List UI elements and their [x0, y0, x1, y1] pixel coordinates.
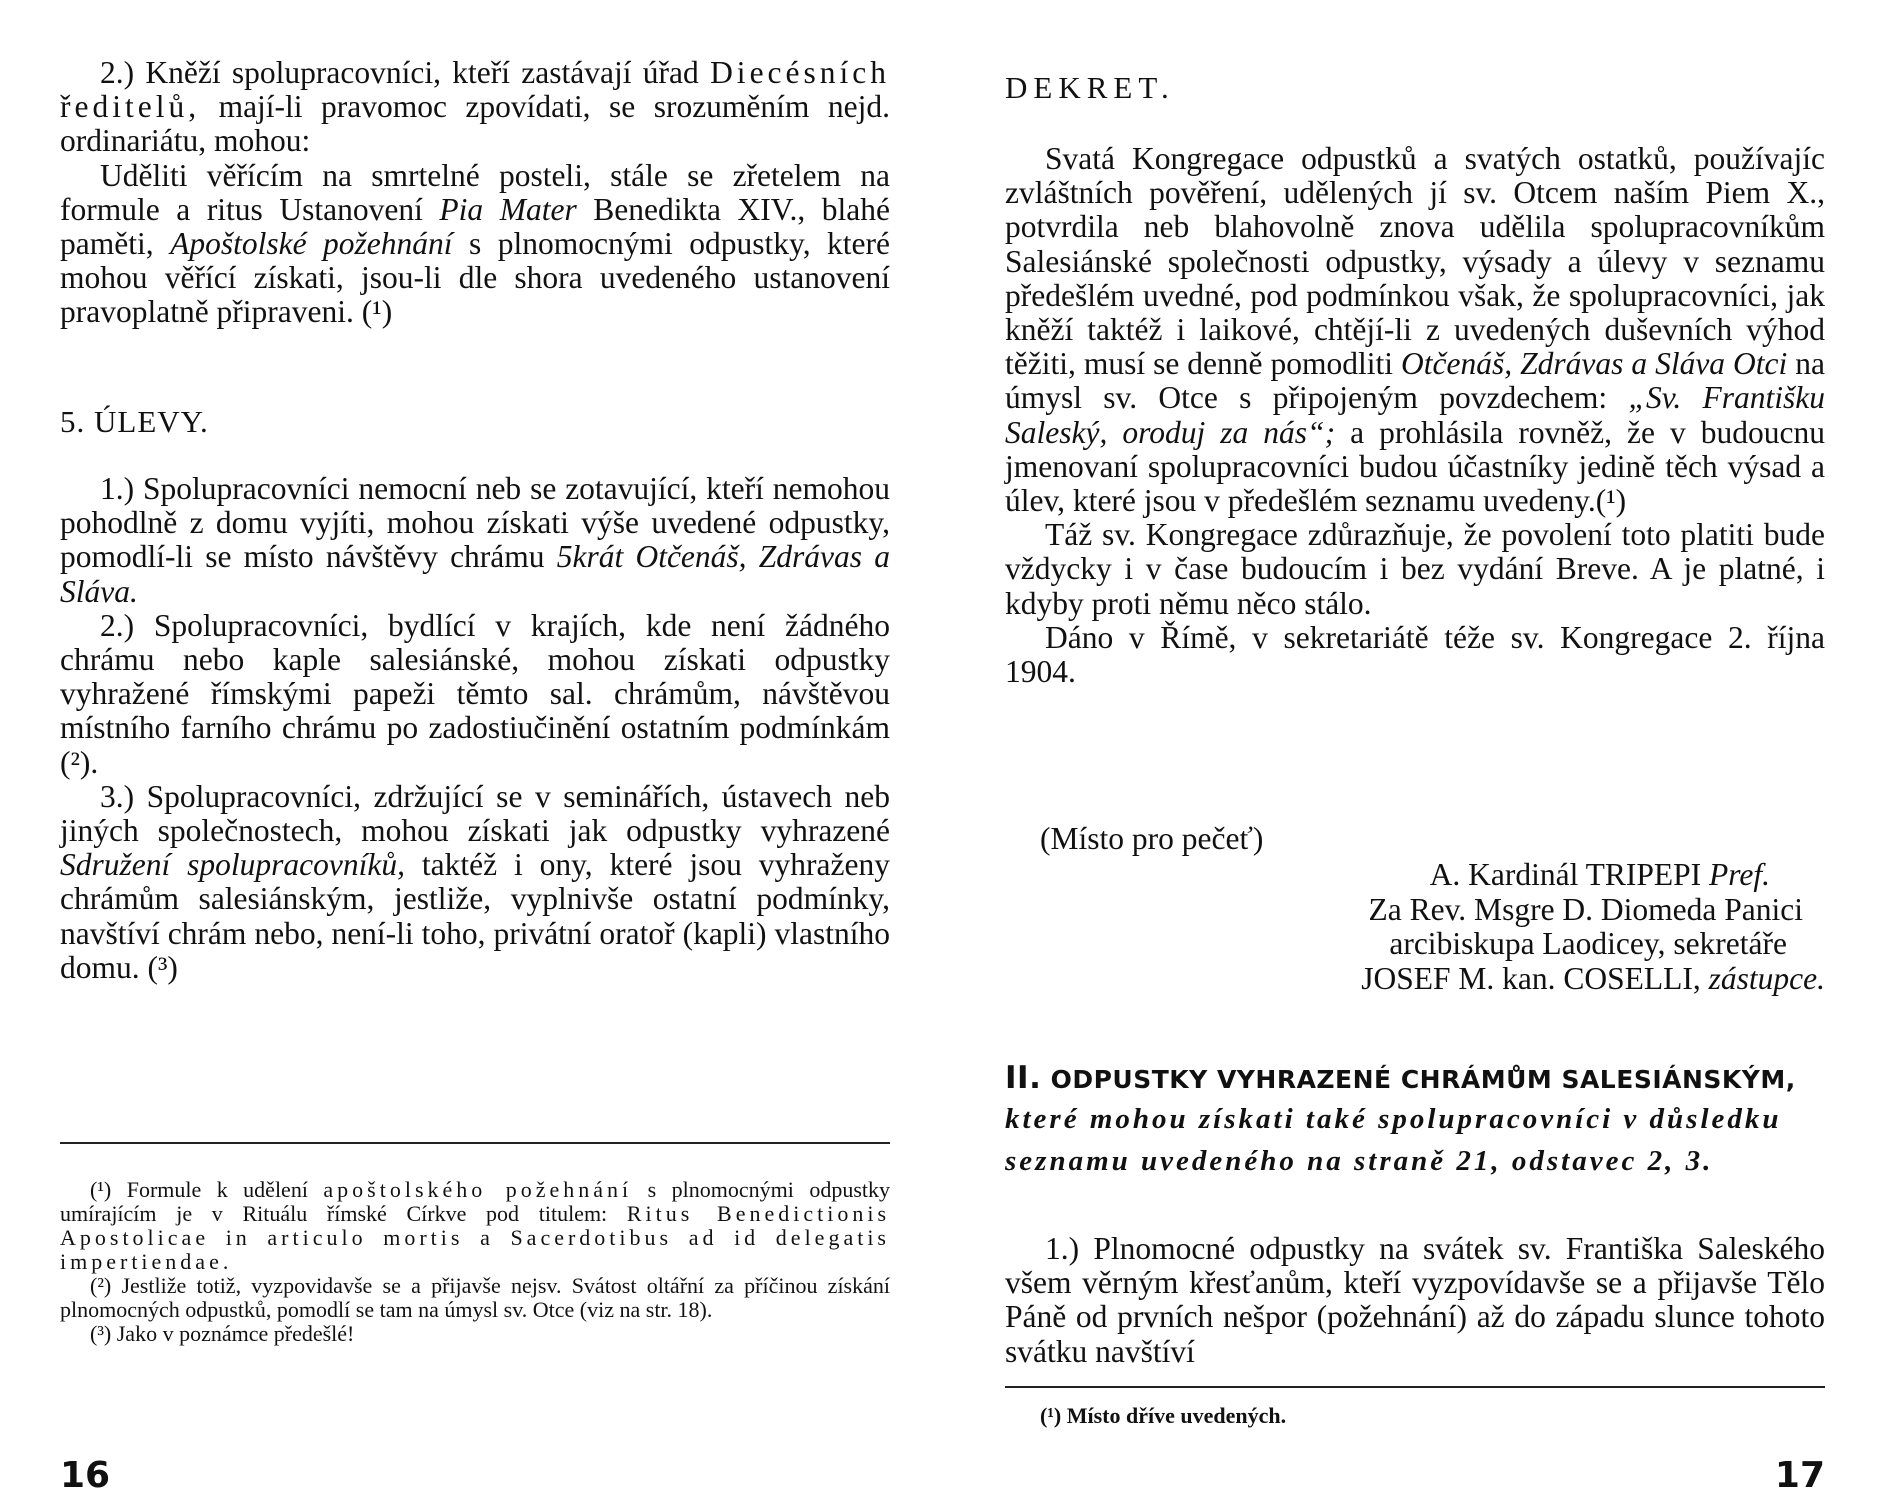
paragraph-ulevy-2: 2.) Spolupracovníci, bydlící v krajích, kde není žádného chrámu nebo kaple salesiánské, mohou získati odpustky vyhražené římskými papeži těmto sal. chrámům, návštěvou místního farního chrámu po zadostiučinění ostatním podmínkám (²). — [60, 607, 890, 780]
decree-paragraph-1 — [1005, 142, 1825, 518]
para-blessing-end: s plnomocnými odpustky, které mohou věřící získati, jsou-li dle shora uvedeného ustanovení pravoplatně připraveni. (¹) — [60, 226, 891, 330]
page-number-left: 16 — [60, 1455, 111, 1496]
paragraph-ulevy-1 — [60, 472, 890, 609]
footnote-2: (²) Jestliže totiž, vyzpovidavše se a přijavše nejsv. Svátost oltářní za příčinou získání plnomocných odpustků, pomodlí se tam na úmysl sv. Otce (viz na str. 18). — [60, 1273, 890, 1322]
ulevy-1-start: 1.) Spolupracovníci nemocní neb se zotavující, kteří nemohou pohodlně z domu vyjíti, mohou získati výše uvedené odpustky, pomodlí-li se místo návštěvy chrámu — [60, 471, 890, 575]
left-page — [60, 0, 890, 1500]
section-ii-paragraph-1: 1.) Plnomocné odpustky na svátek sv. Františka Saleského všem věrným křesťanům, kteří vyzpovídavše se a přijavše Tělo Páně od prvních nešpor (požehnání) až do západu slunce tohoto svátku navštíví — [1005, 1231, 1825, 1369]
paragraph-priests — [60, 56, 890, 159]
ulevy-section — [60, 472, 890, 985]
footnote-divider — [60, 1142, 890, 1144]
decree-p1-mid: na úmysl sv. Otce s připojeným povzdechem: — [1005, 346, 1825, 416]
decree-paragraph-2: Táž sv. Kongregace zdůrazňuje, že povolení toto platiti bude vždycky i v čase budoucím i bez vydání Breve. A je platné, i kdyby proti němu něco stálo. — [1005, 517, 1825, 621]
footnote-right-1: (¹) Místo dříve uvedených. — [1040, 1403, 1287, 1428]
para-priests-rest: mají-li pravomoc zpovídati, se srozuměním nejd. ordinariátu, mohou: — [60, 89, 890, 159]
section-ii-title-text: ODPUSTKY VYHRAZENÉ CHRÁMŮM SALESIÁNSKÝM, — [1050, 1065, 1796, 1094]
decree-heading: DEKRET. — [1005, 70, 1175, 105]
para-blessing-mid: Benedikta XIV., blahé paměti, — [60, 191, 890, 262]
decree-p1-prayers: Otčenáš, Zdrávas a Sláva Otci — [1401, 346, 1788, 382]
seal-place: (Místo pro pečeť) — [1040, 821, 1264, 856]
signature-1-name: A. Kardinál TRIPEPI — [1429, 857, 1702, 892]
footnote-1-mid: s plnomocnými odpustky umírajícím je v Rituálu římské Církve pod titulem: — [60, 1177, 890, 1226]
signature-4 — [1005, 962, 1825, 997]
footnote-1-start: (¹) Formule k udělení — [90, 1177, 308, 1202]
signature-3: arcibiskupa Laodicey, sekretáře — [1389, 926, 1787, 961]
ulevy-3-assoc: Sdružení spolupracovníků, — [60, 847, 405, 883]
section-ii-header — [1005, 1060, 1825, 1182]
signature-4-name: JOSEF M. kan. COSELLI, — [1361, 960, 1701, 996]
signature-4-title: zástupce. — [1708, 960, 1825, 996]
para-blessing-apost: Apoštolské požehnání — [170, 226, 453, 262]
decree-paragraph-3: Dáno v Římě, v sekretariátě téže sv. Kongregace 2. října 1904. — [1005, 619, 1825, 690]
para-priests-text: 2.) Kněží spolupracovníci, kteří zastávají úřad — [100, 55, 699, 90]
para-priests-role: Diecésních ředitelů, — [60, 55, 890, 125]
para-blessing-pia: Pia Mater — [439, 191, 577, 227]
decree-body — [1005, 142, 1825, 689]
ulevy-3-start: 3.) Spolupracovníci, zdržující se v seminářích, ústavech neb jiných společnostech, mohou získati jak odpustky vyhrazené — [60, 778, 890, 849]
decree-p1-end: a prohlásila rovněž, že v budoucnu jmenovaní spolupracovníci budou účastníky jedině těch výsad a úlev, které jsou v předešlém seznamu uvedeny.(¹) — [1005, 414, 1826, 519]
signature-2: Za Rev. Msgre D. Diomeda Panici — [1368, 891, 1803, 927]
section-ii-subtitle: které mohou získati také spolupracovníci v důsledku seznamu uvedeného na straně 21, odstavec 2, 3. — [1005, 1103, 1782, 1177]
section-ii-roman: II. — [1005, 1060, 1042, 1096]
decree-p1-invocation: „Sv. Františku Saleský, oroduj za nás“; — [1005, 380, 1826, 450]
ulevy-3-end: taktéž i ony, které jsou vyhraženy chrámům salesiánským, jestliže, vyplnivše ostatní podmínky, navštíví chrám nebo, není-li toho, privátní oratoř (kapli) vlastního domu. (³) — [60, 847, 890, 985]
footnotes — [60, 1178, 890, 1346]
paragraph-blessing — [60, 159, 890, 330]
section-heading-ulevy: 5. ÚLEVY. — [60, 404, 209, 439]
footnote-1-ritus: Ritus Benedictionis Apostolicae in articulo mortis a Sacerdotibus ad id delegatis impertiendae. — [60, 1201, 890, 1274]
signature-1-title: Pref. — [1709, 857, 1770, 892]
signatures — [1005, 858, 1825, 996]
section-ii-title — [1005, 1060, 1825, 1098]
signature-1 — [1005, 858, 1825, 893]
footnote-3: (³) Jako v poznámce předešlé! — [90, 1321, 355, 1346]
faculties-section — [60, 56, 890, 330]
footnote-divider-right — [1005, 1386, 1825, 1388]
ulevy-1-prayers: 5krát Otčenáš, Zdrávas a Sláva. — [60, 539, 890, 609]
right-page — [1005, 0, 1825, 1500]
paragraph-ulevy-3 — [60, 780, 890, 985]
decree-p1-start: Svatá Kongregace odpustků a svatých ostatků, používajíc zvláštních pověření, udělených jí sv. Otcem naším Piem X., potvrdila neb blahovolně znova udělila spolupracovníkům Salesiánské společnosti odpustky, výsady a úlevy v seznamu předešlém uvedné, pod podmínkou však, že spolupracovníci, jak kněží taktéž i laikové, chtějí-li z uvedených duševních výhod těžiti, musí se denně pomodliti — [1005, 141, 1825, 382]
footnote-1-spaced: apoštolského požehnání — [323, 1177, 633, 1202]
page-number-right: 17 — [1774, 1455, 1825, 1496]
para-blessing-start: Uděliti věřícím na smrtelné posteli, stále se zřetelem na formule a ritus Ustanovení — [60, 157, 890, 227]
section-ii-body — [1005, 1232, 1825, 1369]
footnote-1 — [60, 1178, 890, 1274]
